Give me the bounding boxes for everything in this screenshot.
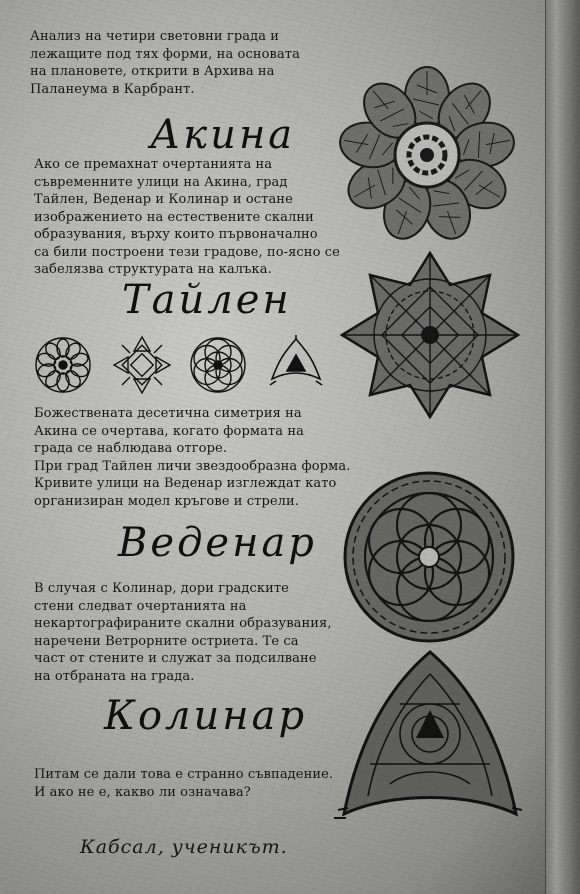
book-spine (545, 0, 580, 894)
text-line: организиран модел кръгове и стрели. (34, 493, 300, 509)
title-vedenar: Веденар (118, 520, 317, 566)
tailen-symbol-icon (114, 337, 170, 393)
intro-text (30, 28, 300, 98)
text-line: Ако се премахнат очертанията на (34, 157, 273, 172)
text-line: Тайлен, Веденар и Колинар и остане (34, 192, 293, 207)
text-line: В случая с Колинар, дори градските (34, 581, 289, 596)
text-line: образувания, върху които първоначално (34, 227, 318, 242)
kolinar-symbol-icon (270, 335, 322, 385)
text-line: некартографираните скални образувания, (34, 616, 332, 631)
title-tailen: Тайлен (122, 277, 292, 323)
text-line: Божествената десетична симетрия на (34, 406, 302, 421)
title-akina: Акина (150, 112, 296, 158)
text-line: стени следват очертанията на (34, 598, 247, 614)
text-line: града се наблюдава отгоре. (34, 441, 228, 456)
text-line: съвременните улици на Акина, град (34, 174, 288, 190)
akina-symbol-icon (36, 338, 90, 392)
paragraph-4 (34, 766, 333, 801)
tailen-map-icon (338, 250, 522, 420)
intro-line: лежащите под тях форми, на основата (30, 46, 300, 62)
paragraph-2 (34, 405, 350, 510)
text-line: наречени Ветрорните остриета. Те са (34, 633, 299, 649)
paragraph-1 (34, 156, 340, 279)
text-line: са били построени тези градове, по-ясно се (34, 244, 340, 260)
intro-line: на плановете, открити в Архива на (30, 64, 275, 79)
paragraph-3 (34, 580, 332, 685)
text-line: част от стените и служат за подсилване (34, 651, 317, 666)
vedenar-map-icon (340, 468, 518, 646)
text-line: Акина се очертава, когато формата на (34, 423, 304, 439)
text-line: на отбраната на града. (34, 668, 195, 684)
text-line: изображението на естествените скални (34, 209, 314, 225)
akina-map-icon (338, 66, 516, 244)
text-line: При град Тайлен личи звездообразна форма. (34, 458, 351, 474)
vedenar-symbol-icon (191, 338, 245, 392)
text-line: Питам се дали това е странно съвпадение. (34, 767, 334, 782)
title-kolinar: Колинар (104, 693, 308, 739)
text-line: И ако не е, какво ли означава? (34, 784, 251, 800)
symbols-row (30, 330, 330, 400)
intro-line: Паланеума в Карбрант. (30, 81, 195, 97)
kolinar-map-icon (332, 646, 528, 842)
signature: Кабсал, ученикът. (80, 836, 288, 858)
intro-line: Анализ на четири световни града и (30, 29, 280, 44)
text-line: Кривите улици на Веденар изглеждат като (34, 476, 337, 491)
text-line: забелязва структурата на калъка. (34, 262, 272, 277)
